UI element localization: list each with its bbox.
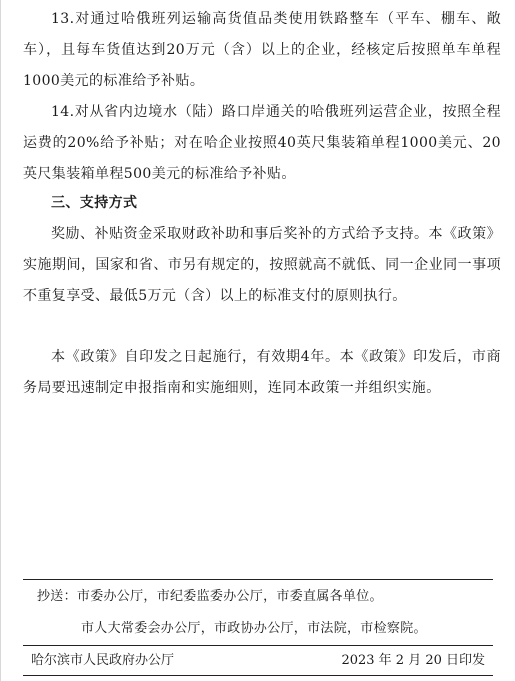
issue-date: 2023 年 2 月 20 日印发	[341, 653, 485, 668]
paragraph-item-14: 14.对从省内边境水（陆）路口岸通关的哈俄班列运营企业，按照全程运费的20%给予补贴；对在哈企业按照40英尺集装箱单程1000美元、20英尺集装箱单程500美元的标准给予补贴。	[23, 104, 501, 182]
cc-line-1: 抄送：市委办公厅，市纪委监委办公厅，市委直属各单位。	[37, 589, 383, 604]
paragraph-effective-date: 本《政策》自印发之日起施行，有效期4年。本《政策》印发后，市商务局要迅速制定申报指南和实施细则，连同本政策一并组织实施。	[23, 349, 501, 396]
paragraph-support-method: 奖励、补贴资金采取财政补助和事后奖补的方式给予支持。本《政策》实施期间，国家和省、市另有规定的，按照就高不就低、同一企业同一事项不重复享受、最低5万元（含）以上的标准支付的原则执行。	[23, 226, 501, 304]
bottom-divider	[23, 675, 493, 676]
cc-line-2: 市人大常委会办公厅，市政协办公厅，市法院，市检察院。	[81, 621, 427, 636]
paragraph-item-13: 13.对通过哈俄班列运输高货值品类使用铁路整车（平车、棚车、敞车），且每车货值达到20万元（含）以上的企业，经核定后按照单车单程1000美元的标准给予补贴。	[23, 11, 501, 89]
top-divider	[23, 579, 493, 580]
issuing-office: 哈尔滨市人民政府办公厅	[31, 653, 175, 668]
middle-divider	[23, 645, 493, 646]
section-heading-support-method: 三、支持方式	[51, 195, 138, 211]
